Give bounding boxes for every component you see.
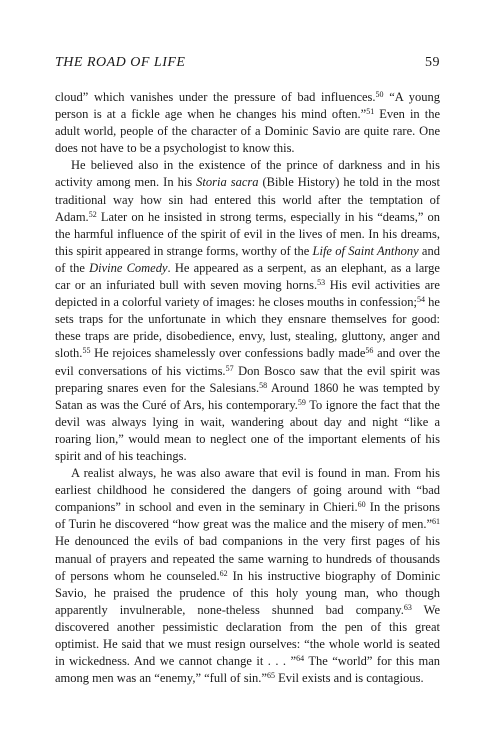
page-number: 59 [425,55,440,70]
text-run: Later on he insisted in strong terms, especially in his “deams,” on the harmful influence of the spirit of evil in the lives of men. In his dreams, this spirit appeared in strange forms, worthy of the [55,209,440,258]
text-run: cloud” which vanishes under the pressure of bad influences. [55,90,376,104]
text-run: “A young person is at a fickle age when he changes his mind often.” [55,90,440,122]
footnote-ref: 59 [297,397,306,407]
text-run: The “world” for this man among men was an “enemy,” “full of sin.” [55,654,441,686]
text-run: Evil exists and is contagious. [274,671,424,686]
paragraph [55,89,440,157]
text-run: Don Bosco saw that the evil spirit was preparing snares even for the Salesians. [55,363,440,395]
text-run: He denounced the evils of bad companions in the very first pages of his manual of prayers and repeated the same warning to hundreds of thousands of persons whom he counseled. [55,534,440,583]
text-run: and of the [55,243,440,275]
text-run: . He appeared as a serpent, as an elephant, as a large car or an infuriated bull with seven moving horns. [55,260,440,293]
text-run: In his instructive biography of Dominic Savio, he praised the prudence of this holy young man, who though apparently invulnerable, none-theless shunned bad company. [55,568,440,617]
footnote-ref: 57 [225,363,234,373]
text-run: he sets traps for the unfortunate in which they ensnare themselves for good: these traps are pride, disobedience, envy, lust, stealing, gluttony, anger and sloth. [55,295,440,361]
text-run: We discovered another pessimistic declaration from the pen of this great optimist. He said that we must resign ourselves: “the whole world is seated in wickedness. And we cannot change it . . . ” [55,602,440,669]
footnote-ref: 54 [417,295,425,305]
paragraph [55,465,440,687]
text-run: A realist always, he was also aware that evil is found in man. From his earliest childhood he considered the dangers of going around with “bad companions” in school and even in the seminary in Chieri. [55,466,440,515]
italic-title: Life of Saint Anthony [312,243,419,258]
paragraph [55,157,440,465]
footnote-ref: 60 [357,500,366,510]
italic-title: Divine Comedy [89,260,168,275]
text-run: He believed also in the existence of the prince of darkness and in his activity among men. In his [55,158,440,190]
footnote-ref: 63 [403,602,412,612]
text-run: In the prisons of Turin he discovered “how great was the malice and the misery of men.” [55,500,440,532]
footnote-ref: 58 [259,380,268,390]
footnote-ref: 51 [366,107,375,117]
footnote-ref: 53 [317,278,326,288]
body-text [55,89,440,687]
text-run: Even in the adult world, people of the character of a Dominic Savio are quite rare. One does not have to be a psychologist to know this. [55,107,440,156]
footnote-ref: 52 [88,209,97,219]
italic-title: Storia sacra [196,175,259,190]
footnote-ref: 56 [365,346,374,356]
text-run: To ignore the fact that the devil was always lying in wait, wandering about day and night “like a roaring lion,” would mean to neglect one of the important elements of his spirit and of his teachings. [55,397,440,463]
footnote-ref: 64 [296,654,305,664]
text-run: His evil activities are depicted in a colorful variety of images: he closes mouths in confession; [55,278,440,310]
footnote-ref: 65 [266,671,275,681]
footnote-ref: 61 [432,517,440,527]
footnote-ref: 62 [219,568,228,578]
text-run: He rejoices shamelessly over confessions badly made [90,346,366,361]
text-run: and over the evil conversations of his victims. [55,346,440,378]
running-title: THE ROAD OF LIFE [55,55,186,70]
text-run: (Bible History) he told in the most traditional way how sin had entered this world after the temptation of Adam. [55,175,440,224]
footnote-ref: 50 [375,90,384,99]
running-head [55,55,440,75]
text-run: Around 1860 he was tempted by Satan as was the Curé of Ars, his contemporary. [55,380,440,412]
footnote-ref: 55 [82,346,91,356]
